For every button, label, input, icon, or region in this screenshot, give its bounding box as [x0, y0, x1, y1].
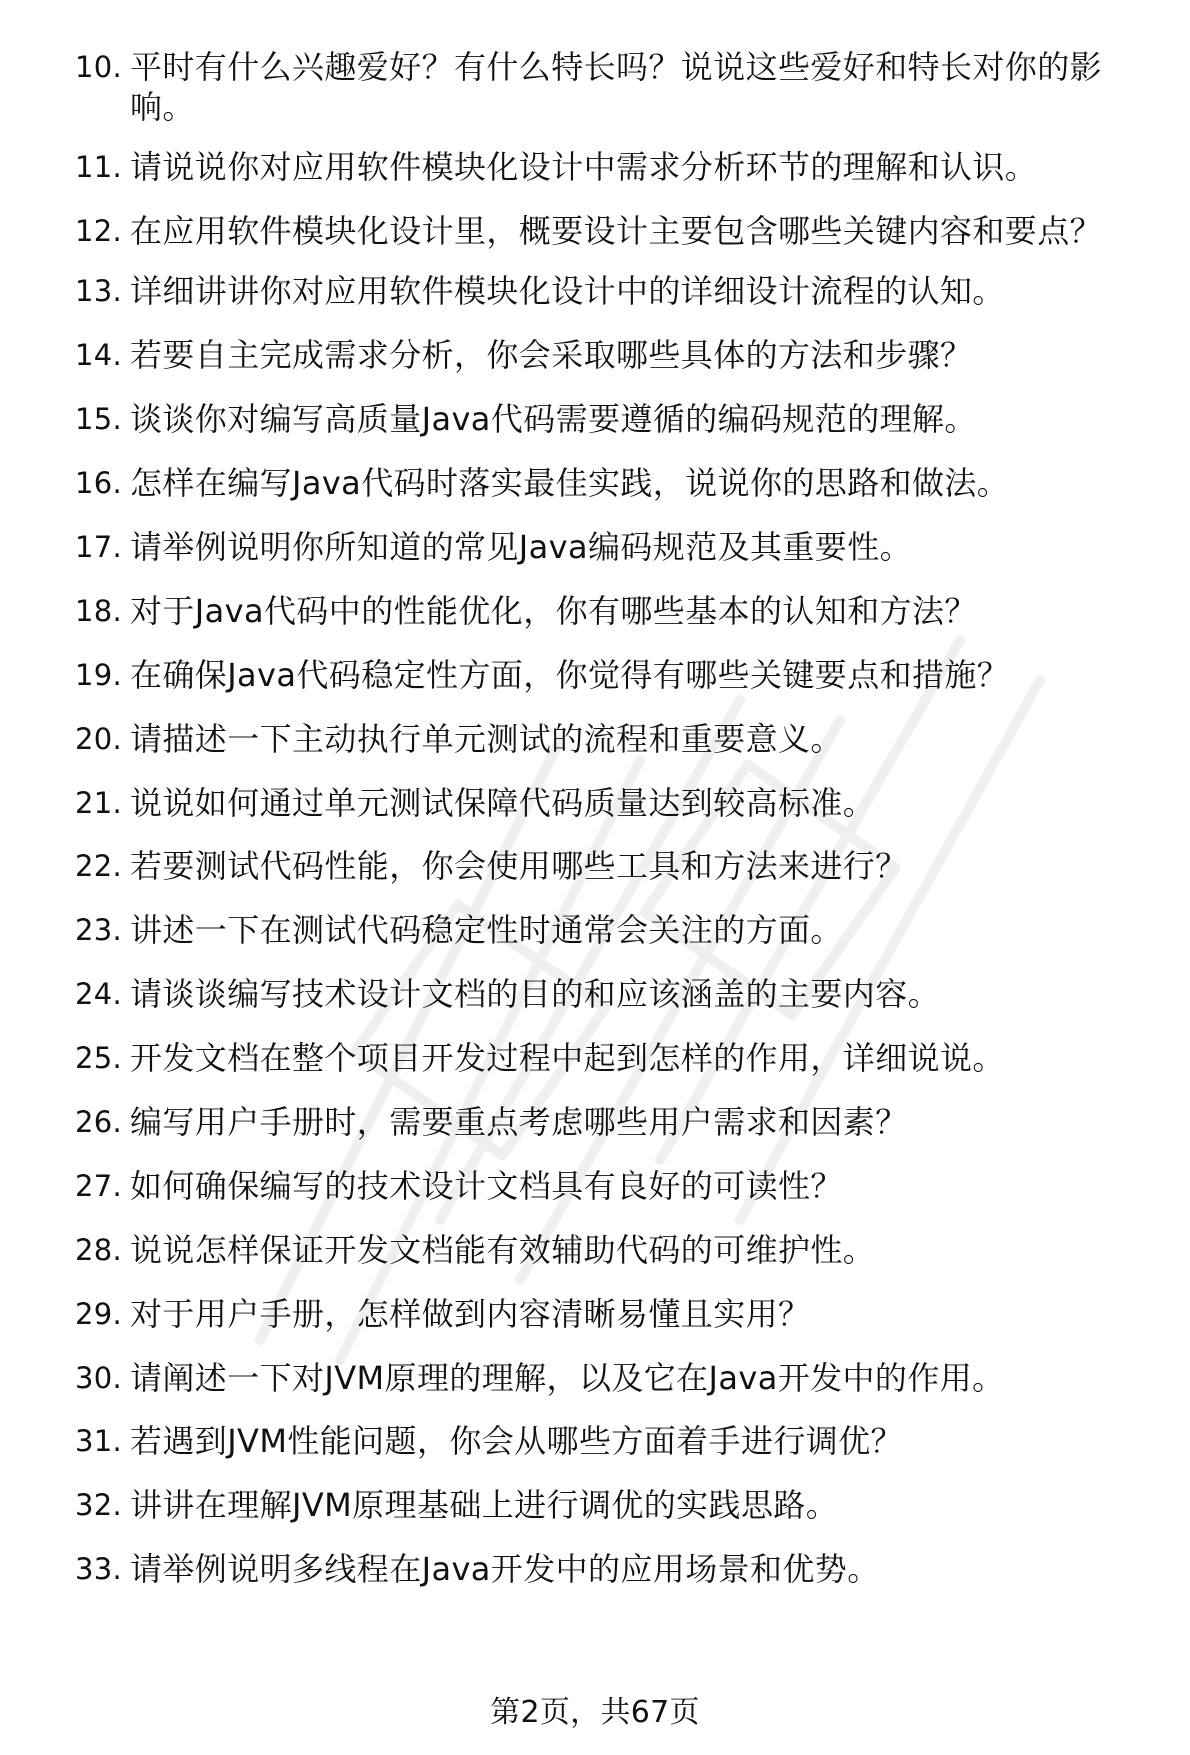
question-number: 32. [74, 1488, 122, 1523]
list-item [0, 1103, 1190, 1143]
question-number: 18. [74, 593, 122, 628]
question-number: 25. [74, 1041, 122, 1076]
question-text: 对于用户手册，怎样做到内容清晰易懂且实用？ [130, 1294, 811, 1333]
question-text: 详细讲讲你对应用软件模块化设计中的详细设计流程的认知。 [130, 272, 1005, 311]
question-text: 讲述一下在测试代码稳定性时通常会关注的方面。 [130, 911, 843, 950]
list-item [0, 720, 1190, 760]
question-number: 12. [74, 213, 122, 248]
list-item [0, 464, 1190, 504]
page-number-footer: 第2页，共67页 [490, 1695, 700, 1730]
list-item [0, 1295, 1190, 1335]
question-number: 30. [74, 1360, 122, 1395]
question-number: 22. [74, 849, 122, 884]
question-number: 24. [74, 977, 122, 1012]
question-text: 在应用软件模块化设计里，概要设计主要包含哪些关键内容和要点？ [130, 211, 1103, 250]
question-number: 15. [74, 402, 122, 437]
question-text: 讲讲在理解JVM原理基础上进行调优的实践思路。 [130, 1486, 839, 1525]
question-number: 11. [74, 150, 122, 184]
question-text: 平时有什么兴趣爱好？有什么特长吗？说说这些爱好和特长对你的影响。 [130, 48, 1103, 126]
list-item [0, 528, 1190, 568]
list-item [0, 212, 1190, 252]
question-text: 说说怎样保证开发文档能有效辅助代码的可维护性。 [130, 1230, 876, 1269]
question-number: 16. [74, 466, 122, 501]
question-text: 请谈谈编写技术设计文档的目的和应该涵盖的主要内容。 [130, 975, 941, 1014]
question-text: 请说说你对应用软件模块化设计中需求分析环节的理解和认识。 [130, 148, 1038, 186]
question-text: 若要测试代码性能，你会使用哪些工具和方法来进行？ [130, 847, 908, 886]
question-number: 10. [74, 50, 122, 84]
list-item [0, 1550, 1190, 1590]
question-number: 17. [74, 529, 122, 564]
question-number: 28. [74, 1232, 122, 1267]
list-item [0, 1039, 1190, 1079]
question-list [0, 48, 1190, 1614]
list-item [0, 1231, 1190, 1271]
question-number: 33. [74, 1552, 122, 1587]
list-item [0, 784, 1190, 824]
list-item [0, 336, 1190, 376]
question-text: 请举例说明你所知道的常见Java编码规范及其重要性。 [130, 527, 912, 566]
question-text: 若遇到JVM性能问题，你会从哪些方面着手进行调优？ [130, 1422, 903, 1461]
question-number: 26. [74, 1104, 122, 1139]
list-item [0, 911, 1190, 951]
question-text: 开发文档在整个项目开发过程中起到怎样的作用，详细说说。 [130, 1039, 1005, 1078]
list-item [0, 400, 1190, 440]
list-item [0, 1359, 1190, 1399]
question-text: 请举例说明多线程在Java开发中的应用场景和优势。 [130, 1550, 880, 1589]
question-text: 对于Java代码中的性能优化，你有哪些基本的认知和方法？ [130, 591, 977, 630]
question-text: 请描述一下主动执行单元测试的流程和重要意义。 [130, 719, 843, 758]
question-text: 编写用户手册时，需要重点考虑哪些用户需求和因素？ [130, 1102, 908, 1141]
list-item [0, 1422, 1190, 1462]
list-item [0, 272, 1190, 312]
list-item [0, 592, 1190, 632]
question-number: 13. [74, 274, 122, 309]
question-number: 21. [74, 785, 122, 820]
list-item [0, 1486, 1190, 1526]
question-text: 谈谈你对编写高质量Java代码需要遵循的编码规范的理解。 [130, 400, 977, 439]
question-text: 在确保Java代码稳定性方面，你觉得有哪些关键要点和措施？ [130, 655, 1010, 694]
question-text: 如何确保编写的技术设计文档具有良好的可读性？ [130, 1166, 843, 1205]
question-text: 说说如何通过单元测试保障代码质量达到较高标准。 [130, 783, 876, 822]
question-number: 19. [74, 657, 122, 692]
question-text: 怎样在编写Java代码时落实最佳实践，说说你的思路和做法。 [130, 464, 1010, 503]
list-item [0, 148, 1190, 188]
list-item [0, 847, 1190, 887]
list-item [0, 656, 1190, 696]
question-text: 请阐述一下对JVM原理的理解，以及它在Java开发中的作用。 [130, 1358, 1005, 1397]
list-item [0, 48, 1190, 127]
question-text: 若要自主完成需求分析，你会采取哪些具体的方法和步骤？ [130, 336, 973, 375]
question-number: 23. [74, 913, 122, 948]
question-number: 29. [74, 1296, 122, 1331]
question-number: 14. [74, 338, 122, 373]
question-number: 27. [74, 1168, 122, 1203]
list-item [0, 975, 1190, 1015]
list-item [0, 1167, 1190, 1207]
question-number: 20. [74, 721, 122, 756]
question-number: 31. [74, 1424, 122, 1459]
